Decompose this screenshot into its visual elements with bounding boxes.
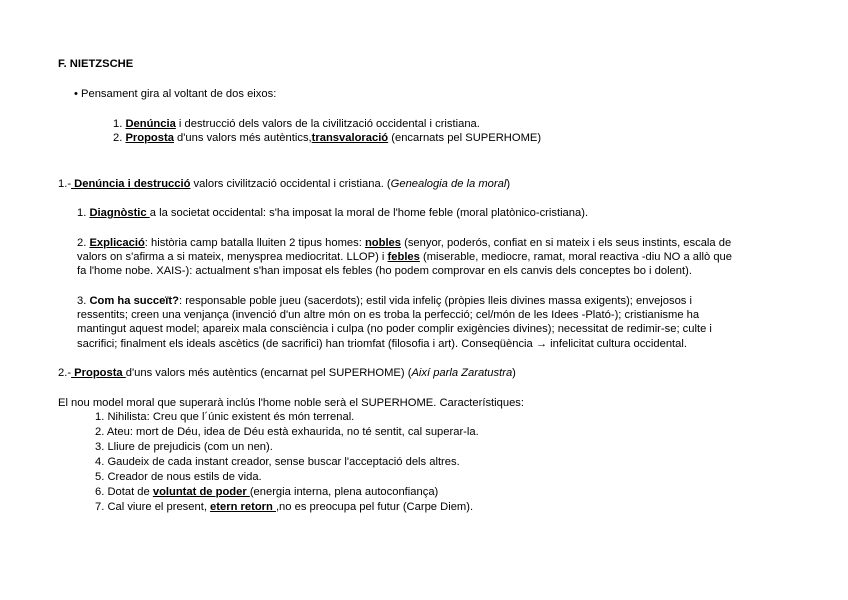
axis-number: 1. (113, 118, 123, 130)
trait-text: 6. Dotat de (95, 486, 153, 498)
how-line-2: ressentits; creen una venjança (invenció d'un altre món on es troba la perfecció; cel/món de les Idees -Plató-); cristianisme ha (77, 309, 700, 321)
superhome-trait-4: 4. Gaudeix de cada instant creador, sense buscar l'acceptació dels altres. (95, 456, 460, 468)
superhome-trait-2: 2. Ateu: mort de Déu, idea de Déu està exhaurida, no té sentit, cal superar-la. (95, 426, 479, 438)
item-number: 2. (77, 237, 87, 249)
superhome-trait-6 (95, 485, 438, 500)
superhome-trait-3: 3. Lliure de prejudicis (com un nen). (95, 441, 273, 453)
section-text-close: ) (512, 367, 516, 379)
section-text: valors civilització occidental i cristiana. ( (190, 178, 391, 190)
trait-text: ,no es preocupa pel futur (Carpe Diem). (275, 501, 474, 513)
axis-text: (encarnats pel SUPERHOME) (388, 132, 542, 144)
item-keyword: Explicació (89, 237, 145, 249)
section-keyword: Proposta (71, 367, 126, 379)
section-text-close: ) (506, 178, 511, 190)
intro-text: Pensament gira al voltant de dos eixos: (81, 88, 277, 100)
item-keyword: febles (387, 251, 420, 263)
diagnostic-item (77, 206, 588, 221)
explanation-line-3: fa l'home nobe. XAIS-): actualment s'han imposat els febles (ho podem comprovar en els canvis dels conceptes bo i dolent). (77, 265, 692, 277)
item-text: : responsable poble jueu (sacerdots); estil vida infeliç (pròpies lleis divines massa exigents); envejosos i (178, 295, 692, 307)
explanation-line-2 (77, 250, 732, 265)
bullet: • (74, 88, 78, 100)
how-line-1 (77, 294, 692, 309)
how-line-4: sacrifici; finalment els ideals ascètics (de sacrifici) han triomfat (filosofia i art). Conseqüència → infelicitat cultura occidental. (77, 338, 687, 350)
item-keyword: nobles (364, 237, 401, 249)
trait-text: (energia interna, plena autoconfiança) (249, 486, 439, 498)
item-text: a la societat occidental: s'ha imposat la moral de l'home feble (moral platònico-cristiana). (149, 207, 589, 219)
how-line-3: mantingut aquest model; apareix mala consciència i culpa (no poder complir exigències divines); necessitat de redimir-se; culte i (77, 323, 712, 335)
section-keyword: Denúncia i destrucció (71, 178, 191, 190)
work-title: Així parla Zaratustra (411, 367, 513, 379)
axis-number: 2. (113, 132, 123, 144)
item-text: : història camp batalla lluiten 2 tipus homes: (144, 237, 365, 249)
intro-line (74, 87, 276, 102)
trait-text: 7. Cal viure el present, (95, 501, 211, 513)
axis-text: d'uns valors més autèntics, (173, 132, 312, 144)
section-number: 1.- (58, 178, 72, 190)
section-text: d'uns valors més autèntics (encarnat pel SUPERHOME) ( (125, 367, 412, 379)
trait-keyword: voluntat de poder (152, 486, 250, 498)
superhome-trait-5: 5. Creador de nous estils de vida. (95, 471, 262, 483)
axis-keyword: Proposta (125, 132, 174, 144)
item-text: valors on s'afirma a si mateix, menysprea mediocritat. LLOP) i (77, 251, 388, 263)
superhome-intro: El nou model moral que superarà inclús l'home noble serà el SUPERHOME. Característiques: (58, 397, 525, 409)
item-keyword: Diagnòstic (89, 207, 150, 219)
work-title: Genealogia de la moral (390, 178, 507, 190)
item-number: 3. (77, 295, 87, 307)
document-title: F. NIETZSCHE (58, 58, 134, 70)
item-number: 1. (77, 207, 87, 219)
item-text: (senyor, poderós, confiat en si mateix i els seus instints, escala de (401, 237, 732, 249)
item-keyword: Com ha succeït? (89, 295, 179, 307)
item-text: (miserable, mediocre, ramat, moral reactiva -diu NO a allò que (419, 251, 732, 263)
axis-keyword: transvaloració (311, 132, 389, 144)
superhome-trait-7 (95, 500, 473, 515)
section-2-heading (58, 366, 516, 381)
trait-keyword: etern retorn (210, 501, 276, 513)
axis-keyword: Denúncia (125, 118, 176, 130)
explanation-line-1 (77, 236, 731, 251)
section-number: 2.- (58, 367, 72, 379)
axis-item-2 (113, 131, 541, 146)
axis-text: i destrucció dels valors de la civilització occidental i cristiana. (175, 118, 480, 130)
superhome-trait-1: 1. Nihilista: Creu que l´únic existent és món terrenal. (95, 411, 355, 423)
section-1-heading (58, 177, 510, 192)
axis-item-1 (113, 117, 480, 132)
